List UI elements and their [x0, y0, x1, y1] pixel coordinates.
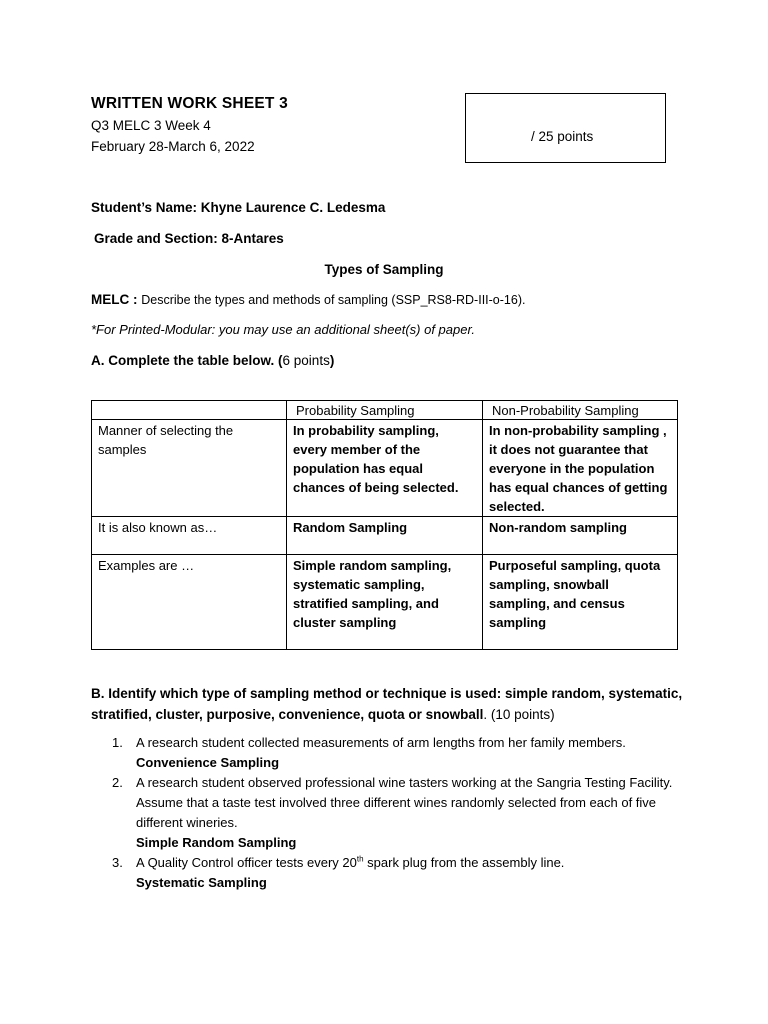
- non-probability-cell: Non-random sampling: [483, 517, 678, 555]
- list-item: [91, 853, 691, 893]
- part-b-instruction: B. Identify which type of sampling method or technique is used: simple random, systematic, stratified, cluster, purposive, convenience, quota or snowball: [91, 686, 683, 722]
- table-row: [92, 517, 678, 555]
- melc-label: MELC :: [91, 292, 138, 307]
- row-label: It is also known as…: [92, 517, 287, 555]
- part-a-points: 6 points: [282, 353, 330, 368]
- item-answer: Convenience Sampling: [136, 755, 280, 770]
- item-answer: Systematic Sampling: [136, 875, 267, 890]
- sampling-table: [91, 400, 678, 650]
- item-question-sup: th: [356, 854, 364, 864]
- item-number: 1.: [112, 735, 123, 750]
- part-b-points: . (10 points): [483, 707, 555, 722]
- non-probability-cell: Purposeful sampling, quota sampling, snowball sampling, and census sampling: [483, 555, 678, 650]
- grade-section: 8-Antares: [221, 231, 284, 246]
- part-a-heading-text: A. Complete the table below. (: [91, 353, 283, 368]
- row-label: Manner of selecting the samples: [92, 420, 287, 517]
- score-box: [465, 93, 666, 163]
- score-text: / 25 points: [531, 129, 594, 144]
- grade-section-label: Grade and Section:: [94, 231, 218, 246]
- modular-note: *For Printed-Modular: you may use an additional sheet(s) of paper.: [91, 322, 475, 337]
- non-probability-cell: In non-probability sampling , it does not guarantee that everyone in the population has equal chances of getting selected.: [483, 420, 678, 517]
- table-header-cell: Non-Probability Sampling: [483, 401, 678, 420]
- item-question-pre: A Quality Control officer tests every 20: [136, 855, 357, 870]
- item-question-post: spark plug from the assembly line.: [363, 855, 565, 870]
- topic-heading: Types of Sampling: [324, 262, 444, 277]
- grade-section-line: [94, 231, 284, 246]
- table-row: [92, 555, 678, 650]
- melc-line: [91, 292, 525, 307]
- question-list: [91, 733, 691, 893]
- item-question: A research student collected measurements of arm lengths from her family members.: [136, 735, 626, 750]
- item-number: 2.: [112, 775, 123, 790]
- probability-cell: In probability sampling, every member of the population has equal chances of being selected.: [287, 420, 483, 517]
- date-range: February 28-March 6, 2022: [91, 139, 255, 154]
- student-name-label: Student’s Name:: [91, 200, 198, 215]
- table-row: [92, 420, 678, 517]
- item-question: A research student observed professional wine tasters working at the Sangria Testing Facility. Assume that a taste test involved three different wines randomly selected from each of five different wineries.: [136, 775, 673, 830]
- worksheet-title: WRITTEN WORK SHEET 3: [91, 95, 288, 112]
- table-header-cell: [92, 401, 287, 420]
- part-b-heading: [91, 683, 691, 725]
- item-number: 3.: [112, 855, 123, 870]
- table-header-row: [92, 401, 678, 420]
- student-name: Khyne Laurence C. Ledesma: [200, 200, 386, 215]
- table-header-cell: Probability Sampling: [287, 401, 483, 420]
- probability-cell: Random Sampling: [287, 517, 483, 555]
- part-a-close: ): [329, 353, 335, 368]
- part-a-heading: [91, 353, 334, 368]
- list-item: [91, 773, 691, 853]
- probability-cell: Simple random sampling, systematic sampling, stratified sampling, and cluster sampling: [287, 555, 483, 650]
- list-item: [91, 733, 691, 773]
- student-name-line: [91, 200, 385, 215]
- row-label: Examples are …: [92, 555, 287, 650]
- melc-week: Q3 MELC 3 Week 4: [91, 118, 211, 133]
- melc-text: Describe the types and methods of sampling (SSP_RS8-RD-III-o-16).: [141, 293, 526, 307]
- item-answer: Simple Random Sampling: [136, 835, 297, 850]
